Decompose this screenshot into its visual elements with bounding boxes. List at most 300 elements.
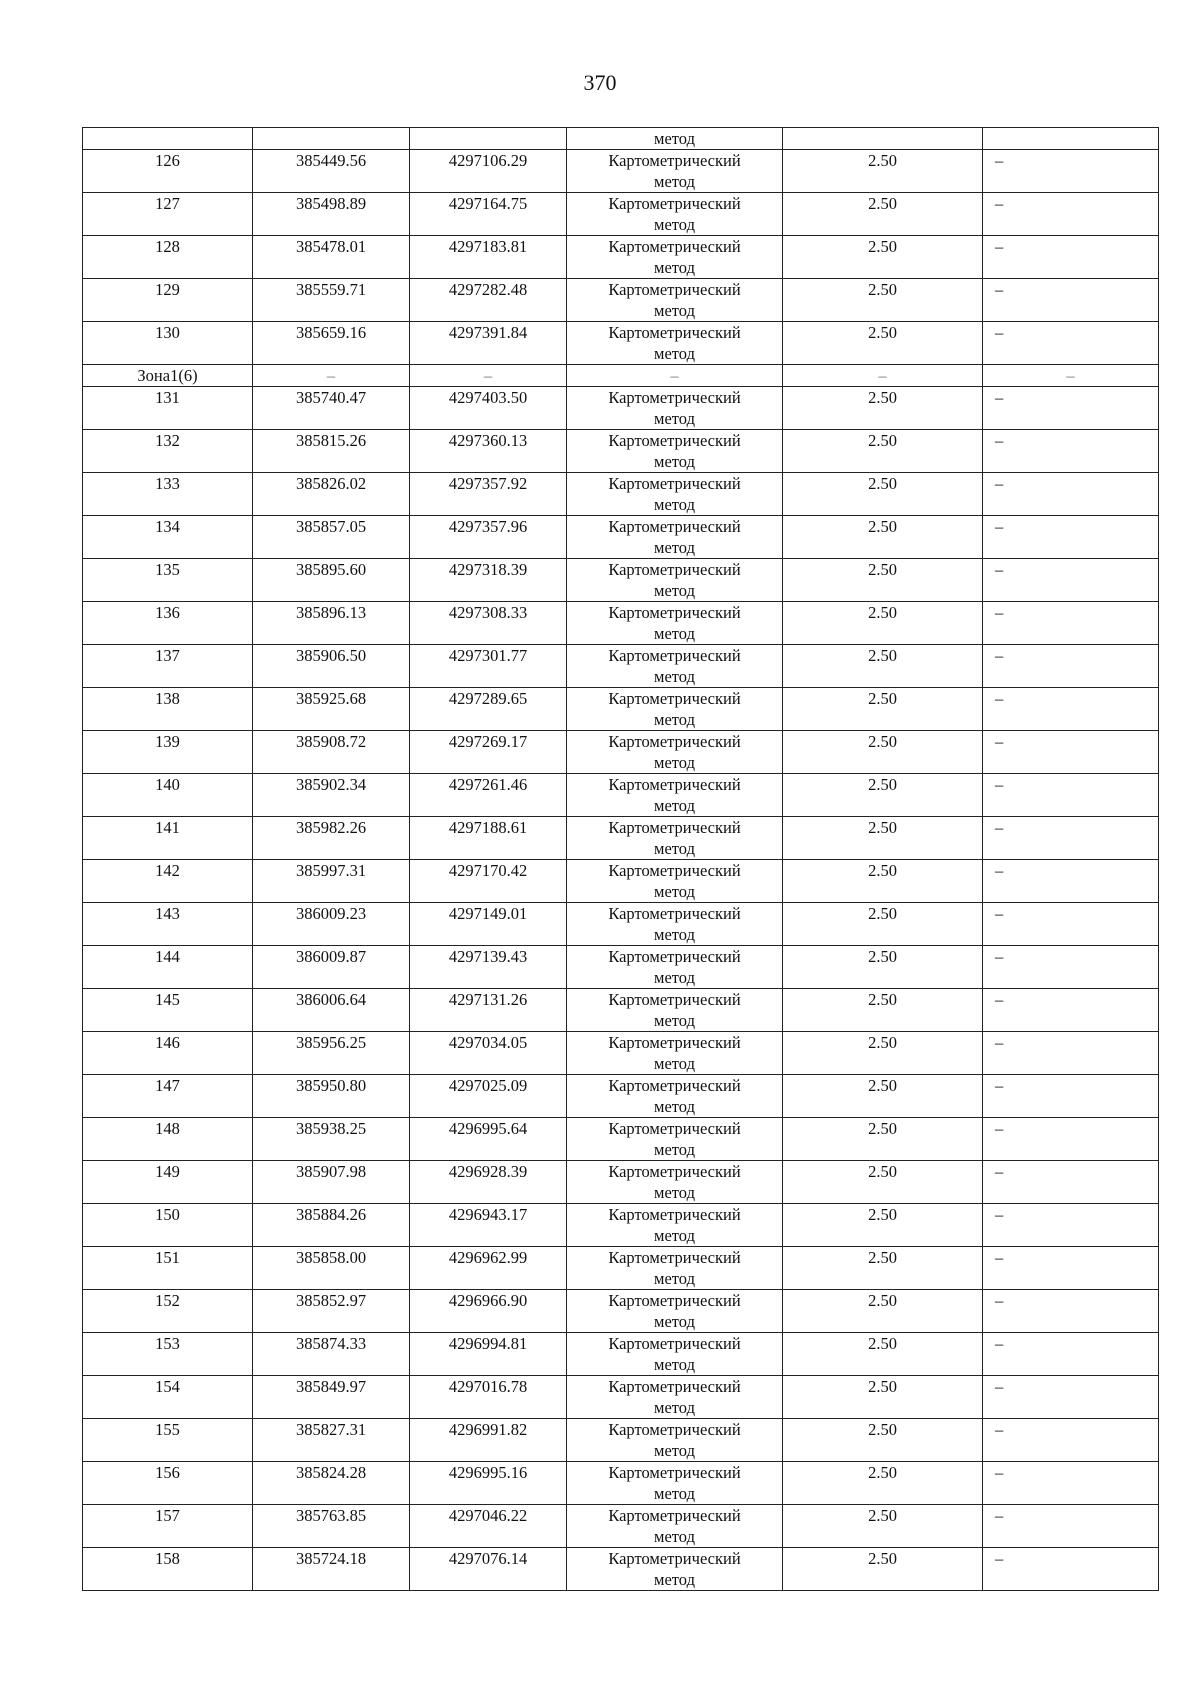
- cell-note: –: [983, 860, 1159, 903]
- method-line-1: Картометрический: [608, 194, 741, 213]
- cell-x: 386006.64: [253, 989, 410, 1032]
- cell-y: 4297046.22: [410, 1505, 567, 1548]
- cell-accuracy: 2.50: [783, 1204, 983, 1247]
- cell-y: 4297076.14: [410, 1548, 567, 1591]
- cell-x: 385884.26: [253, 1204, 410, 1247]
- table-row: [83, 731, 1159, 774]
- method-line-1: Картометрический: [608, 732, 741, 751]
- cell-x: 385449.56: [253, 150, 410, 193]
- cell-accuracy: 2.50: [783, 1032, 983, 1075]
- cell-accuracy: 2.50: [783, 473, 983, 516]
- method-line-1: Картометрический: [608, 1119, 741, 1138]
- cell-number: 132: [83, 430, 253, 473]
- cell-x: 385849.97: [253, 1376, 410, 1419]
- cell-x: 385982.26: [253, 817, 410, 860]
- table-row: [83, 774, 1159, 817]
- table-row: [83, 387, 1159, 430]
- cell-number: 136: [83, 602, 253, 645]
- method-line-1: Картометрический: [608, 1334, 741, 1353]
- method-line-1: Картометрический: [608, 818, 741, 837]
- cell-y: 4297188.61: [410, 817, 567, 860]
- cell-note: –: [983, 1161, 1159, 1204]
- cell-y: 4297183.81: [410, 236, 567, 279]
- cell-note: –: [983, 1333, 1159, 1376]
- coordinates-table: [82, 127, 1159, 1591]
- cell-note: –: [983, 903, 1159, 946]
- cell-note: [983, 128, 1159, 150]
- method-line-2: метод: [654, 1054, 695, 1073]
- cell-number: 140: [83, 774, 253, 817]
- cell-number: 147: [83, 1075, 253, 1118]
- cell-y: 4297025.09: [410, 1075, 567, 1118]
- cell-y: 4297289.65: [410, 688, 567, 731]
- cell-note: –: [983, 473, 1159, 516]
- cell-y: 4296962.99: [410, 1247, 567, 1290]
- cell-y: 4297016.78: [410, 1376, 567, 1419]
- table-row: [83, 903, 1159, 946]
- method-line-2: метод: [654, 1312, 695, 1331]
- cell-method: [567, 817, 783, 860]
- method-line-2: метод: [654, 172, 695, 191]
- cell-method: [567, 602, 783, 645]
- method-line-1: Картометрический: [608, 1420, 741, 1439]
- cell-method: [567, 236, 783, 279]
- method-line-1: Картометрический: [608, 1377, 741, 1396]
- cell-x: 385925.68: [253, 688, 410, 731]
- table-row: [83, 1204, 1159, 1247]
- method-line-1: Картометрический: [608, 1205, 741, 1224]
- cell-x: 385896.13: [253, 602, 410, 645]
- cell-accuracy: 2.50: [783, 516, 983, 559]
- cell-y: 4297282.48: [410, 279, 567, 322]
- cell-number: 143: [83, 903, 253, 946]
- table-row: [83, 236, 1159, 279]
- table-row: [83, 1032, 1159, 1075]
- cell-y: 4297308.33: [410, 602, 567, 645]
- method-line-2: метод: [654, 624, 695, 643]
- cell-number: Зона1(6): [83, 365, 253, 387]
- cell-method: [567, 731, 783, 774]
- cell-note: –: [983, 1204, 1159, 1247]
- cell-y: 4297034.05: [410, 1032, 567, 1075]
- cell-number: 130: [83, 322, 253, 365]
- cell-method: [567, 1419, 783, 1462]
- cell-number: 156: [83, 1462, 253, 1505]
- method-line-1: Картометрический: [608, 1033, 741, 1052]
- cell-method: [567, 1161, 783, 1204]
- cell-accuracy: 2.50: [783, 731, 983, 774]
- table-row: [83, 473, 1159, 516]
- cell-number: 128: [83, 236, 253, 279]
- cell-method: [567, 688, 783, 731]
- cell-note: –: [983, 817, 1159, 860]
- cell-x: 385874.33: [253, 1333, 410, 1376]
- cell-method: [567, 989, 783, 1032]
- cell-method: [567, 193, 783, 236]
- cell-number: 150: [83, 1204, 253, 1247]
- cell-number: 137: [83, 645, 253, 688]
- cell-y: 4297269.17: [410, 731, 567, 774]
- cell-number: 135: [83, 559, 253, 602]
- method-line-2: метод: [654, 667, 695, 686]
- cell-number: 148: [83, 1118, 253, 1161]
- cell-method: [567, 150, 783, 193]
- cell-accuracy: 2.50: [783, 903, 983, 946]
- table-row: [83, 322, 1159, 365]
- cell-number: 141: [83, 817, 253, 860]
- cell-note: –: [983, 387, 1159, 430]
- method-line-2: метод: [654, 344, 695, 363]
- cell-y: –: [410, 365, 567, 387]
- cell-x: 385498.89: [253, 193, 410, 236]
- cell-accuracy: 2.50: [783, 860, 983, 903]
- method-line-2: метод: [654, 839, 695, 858]
- cell-note: –: [983, 1462, 1159, 1505]
- cell-y: 4297403.50: [410, 387, 567, 430]
- cell-x: 385763.85: [253, 1505, 410, 1548]
- table-row: [83, 150, 1159, 193]
- method-line-1: Картометрический: [608, 861, 741, 880]
- cell-accuracy: 2.50: [783, 193, 983, 236]
- cell-note: –: [983, 193, 1159, 236]
- cell-accuracy: 2.50: [783, 1118, 983, 1161]
- cell-method: [567, 279, 783, 322]
- cell-number: 151: [83, 1247, 253, 1290]
- cell-note: –: [983, 559, 1159, 602]
- cell-note: –: [983, 946, 1159, 989]
- method-line-2: метод: [654, 1226, 695, 1245]
- cell-y: 4296943.17: [410, 1204, 567, 1247]
- method-line-2: метод: [654, 1441, 695, 1460]
- cell-number: [83, 128, 253, 150]
- cell-note: –: [983, 365, 1159, 387]
- cell-y: 4296966.90: [410, 1290, 567, 1333]
- cell-accuracy: 2.50: [783, 1376, 983, 1419]
- cell-method: [567, 1204, 783, 1247]
- method-line-2: метод: [654, 215, 695, 234]
- method-line-2: метод: [654, 1398, 695, 1417]
- cell-method: [567, 559, 783, 602]
- cell-note: –: [983, 1548, 1159, 1591]
- cell-x: 385908.72: [253, 731, 410, 774]
- cell-x: 385559.71: [253, 279, 410, 322]
- cell-x: 385956.25: [253, 1032, 410, 1075]
- cell-accuracy: 2.50: [783, 602, 983, 645]
- cell-accuracy: 2.50: [783, 1333, 983, 1376]
- cell-method: [567, 1290, 783, 1333]
- cell-note: –: [983, 688, 1159, 731]
- cell-number: 144: [83, 946, 253, 989]
- method-line-2: метод: [654, 1183, 695, 1202]
- method-line-1: Картометрический: [608, 1076, 741, 1095]
- table-row: [83, 1333, 1159, 1376]
- cell-method: [567, 1247, 783, 1290]
- cell-number: 146: [83, 1032, 253, 1075]
- cell-note: –: [983, 1118, 1159, 1161]
- cell-number: 153: [83, 1333, 253, 1376]
- table-row: [83, 602, 1159, 645]
- table-row: [83, 688, 1159, 731]
- method-line-1: Картометрический: [608, 151, 741, 170]
- cell-note: –: [983, 430, 1159, 473]
- cell-x: 385858.00: [253, 1247, 410, 1290]
- cell-accuracy: 2.50: [783, 236, 983, 279]
- cell-note: –: [983, 1505, 1159, 1548]
- cell-x: 385906.50: [253, 645, 410, 688]
- cell-y: 4297318.39: [410, 559, 567, 602]
- cell-number: 138: [83, 688, 253, 731]
- cell-y: 4297301.77: [410, 645, 567, 688]
- cell-x: 385824.28: [253, 1462, 410, 1505]
- method-line-2: метод: [654, 1269, 695, 1288]
- cell-note: –: [983, 602, 1159, 645]
- method-line-2: метод: [654, 1011, 695, 1030]
- method-line-2: метод: [654, 538, 695, 557]
- cell-number: 134: [83, 516, 253, 559]
- cell-accuracy: 2.50: [783, 150, 983, 193]
- cell-accuracy: 2.50: [783, 688, 983, 731]
- method-line-2: метод: [654, 796, 695, 815]
- cell-number: 158: [83, 1548, 253, 1591]
- table-row: [83, 989, 1159, 1032]
- cell-number: 139: [83, 731, 253, 774]
- cell-accuracy: 2.50: [783, 1462, 983, 1505]
- cell-accuracy: 2.50: [783, 989, 983, 1032]
- cell-note: –: [983, 1290, 1159, 1333]
- table-row: [83, 1419, 1159, 1462]
- method-line-2: метод: [654, 409, 695, 428]
- cell-y: 4297164.75: [410, 193, 567, 236]
- cell-method: [567, 946, 783, 989]
- method-line-1: Картометрический: [608, 1291, 741, 1310]
- cell-method: [567, 645, 783, 688]
- cell-accuracy: [783, 128, 983, 150]
- cell-x: 385815.26: [253, 430, 410, 473]
- cell-number: 142: [83, 860, 253, 903]
- cell-x: 385852.97: [253, 1290, 410, 1333]
- cell-accuracy: 2.50: [783, 1419, 983, 1462]
- table-row: [83, 1548, 1159, 1591]
- cell-number: 145: [83, 989, 253, 1032]
- cell-y: 4297106.29: [410, 150, 567, 193]
- cell-y: 4297139.43: [410, 946, 567, 989]
- cell-number: 155: [83, 1419, 253, 1462]
- cell-note: –: [983, 1376, 1159, 1419]
- cell-accuracy: 2.50: [783, 774, 983, 817]
- method-line-1: Картометрический: [608, 689, 741, 708]
- method-line-1: Картометрический: [608, 775, 741, 794]
- method-line-1: Картометрический: [608, 1549, 741, 1568]
- cell-note: –: [983, 645, 1159, 688]
- cell-method: [567, 1032, 783, 1075]
- table-row: [83, 559, 1159, 602]
- cell-number: 129: [83, 279, 253, 322]
- method-line-1: Картометрический: [608, 560, 741, 579]
- cell-number: 133: [83, 473, 253, 516]
- method-line-1: Картометрический: [608, 1248, 741, 1267]
- cell-method: [567, 774, 783, 817]
- cell-x: 385938.25: [253, 1118, 410, 1161]
- cell-method: [567, 1548, 783, 1591]
- cell-number: 127: [83, 193, 253, 236]
- table-row: [83, 516, 1159, 559]
- cell-method: [567, 473, 783, 516]
- method-line-1: Картометрический: [608, 323, 741, 342]
- cell-number: 152: [83, 1290, 253, 1333]
- cell-accuracy: 2.50: [783, 387, 983, 430]
- method-line-1: Картометрический: [608, 474, 741, 493]
- method-line-1: Картометрический: [608, 947, 741, 966]
- cell-note: –: [983, 1032, 1159, 1075]
- cell-number: 126: [83, 150, 253, 193]
- cell-accuracy: 2.50: [783, 1548, 983, 1591]
- method-line-1: Картометрический: [608, 431, 741, 450]
- method-line-2: метод: [654, 301, 695, 320]
- cell-x: 386009.23: [253, 903, 410, 946]
- cell-x: 385826.02: [253, 473, 410, 516]
- table-row: [83, 1075, 1159, 1118]
- cell-method: –: [567, 365, 783, 387]
- cell-accuracy: 2.50: [783, 1247, 983, 1290]
- method-line-2: метод: [654, 1484, 695, 1503]
- cell-accuracy: 2.50: [783, 817, 983, 860]
- method-line-2: метод: [654, 1570, 695, 1589]
- cell-number: 157: [83, 1505, 253, 1548]
- cell-note: –: [983, 774, 1159, 817]
- method-line-2: метод: [654, 882, 695, 901]
- cell-note: –: [983, 1075, 1159, 1118]
- cell-number: 154: [83, 1376, 253, 1419]
- cell-x: 385827.31: [253, 1419, 410, 1462]
- cell-note: –: [983, 236, 1159, 279]
- method-line-2: метод: [654, 581, 695, 600]
- cell-y: 4297357.96: [410, 516, 567, 559]
- table-row: [83, 1505, 1159, 1548]
- cell-y: 4296928.39: [410, 1161, 567, 1204]
- cell-method: [567, 430, 783, 473]
- cell-number: 131: [83, 387, 253, 430]
- cell-method: [567, 903, 783, 946]
- method-line-1: Картометрический: [608, 388, 741, 407]
- table-row: [83, 1462, 1159, 1505]
- cell-y: 4297131.26: [410, 989, 567, 1032]
- cell-x: [253, 128, 410, 150]
- cell-y: [410, 128, 567, 150]
- method-line-2: метод: [654, 258, 695, 277]
- cell-method: [567, 860, 783, 903]
- method-line-1: Картометрический: [608, 1162, 741, 1181]
- method-line-1: Картометрический: [608, 646, 741, 665]
- cell-accuracy: 2.50: [783, 1075, 983, 1118]
- table-body: [83, 128, 1159, 1591]
- cell-x: 385902.34: [253, 774, 410, 817]
- cell-method: [567, 1333, 783, 1376]
- cell-note: –: [983, 1247, 1159, 1290]
- table-row: [83, 1118, 1159, 1161]
- cell-accuracy: 2.50: [783, 1505, 983, 1548]
- cell-y: 4296995.64: [410, 1118, 567, 1161]
- cell-accuracy: 2.50: [783, 946, 983, 989]
- cell-y: 4297149.01: [410, 903, 567, 946]
- table-row: [83, 1247, 1159, 1290]
- cell-note: –: [983, 516, 1159, 559]
- method-line-2: метод: [654, 710, 695, 729]
- cell-note: –: [983, 1419, 1159, 1462]
- cell-x: 385950.80: [253, 1075, 410, 1118]
- method-line-2: метод: [654, 1097, 695, 1116]
- cell-note: –: [983, 322, 1159, 365]
- method-line-2: метод: [654, 1355, 695, 1374]
- cell-accuracy: 2.50: [783, 1290, 983, 1333]
- cell-x: 385478.01: [253, 236, 410, 279]
- method-line-1: Картометрический: [608, 1463, 741, 1482]
- method-line-1: Картометрический: [608, 603, 741, 622]
- cell-x: 385997.31: [253, 860, 410, 903]
- table-row: [83, 946, 1159, 989]
- method-line-1: Картометрический: [608, 280, 741, 299]
- table-row: [83, 860, 1159, 903]
- cell-accuracy: 2.50: [783, 279, 983, 322]
- cell-method: метод: [567, 128, 783, 150]
- cell-note: –: [983, 279, 1159, 322]
- cell-accuracy: 2.50: [783, 430, 983, 473]
- method-line-1: Картометрический: [608, 517, 741, 536]
- cell-x: 386009.87: [253, 946, 410, 989]
- cell-y: 4296991.82: [410, 1419, 567, 1462]
- cell-number: 149: [83, 1161, 253, 1204]
- cell-x: –: [253, 365, 410, 387]
- method-line-2: метод: [654, 452, 695, 471]
- table-row: [83, 279, 1159, 322]
- cell-method: [567, 1075, 783, 1118]
- cell-accuracy: 2.50: [783, 1161, 983, 1204]
- method-line-2: метод: [654, 925, 695, 944]
- cell-y: 4297360.13: [410, 430, 567, 473]
- cell-y: 4297357.92: [410, 473, 567, 516]
- method-line-1: Картометрический: [608, 1506, 741, 1525]
- continuation-row: [83, 128, 1159, 150]
- cell-method: [567, 1505, 783, 1548]
- cell-note: –: [983, 150, 1159, 193]
- table-row: [83, 1161, 1159, 1204]
- table-row: [83, 645, 1159, 688]
- cell-x: 385907.98: [253, 1161, 410, 1204]
- cell-accuracy: 2.50: [783, 645, 983, 688]
- cell-method: [567, 516, 783, 559]
- page-number: 370: [583, 70, 617, 95]
- cell-method: [567, 322, 783, 365]
- method-line-2: метод: [654, 495, 695, 514]
- cell-y: 4296995.16: [410, 1462, 567, 1505]
- cell-y: 4297170.42: [410, 860, 567, 903]
- cell-y: 4297391.84: [410, 322, 567, 365]
- cell-note: –: [983, 731, 1159, 774]
- table-row: [83, 430, 1159, 473]
- method-line-2: метод: [654, 968, 695, 987]
- table-row: [83, 193, 1159, 236]
- method-line-1: Картометрический: [608, 990, 741, 1009]
- table-row: [83, 817, 1159, 860]
- cell-y: 4296994.81: [410, 1333, 567, 1376]
- cell-x: 385740.47: [253, 387, 410, 430]
- cell-x: 385857.05: [253, 516, 410, 559]
- cell-method: [567, 387, 783, 430]
- cell-accuracy: 2.50: [783, 559, 983, 602]
- method-line-1: Картометрический: [608, 904, 741, 923]
- cell-method: [567, 1462, 783, 1505]
- cell-y: 4297261.46: [410, 774, 567, 817]
- cell-method: [567, 1376, 783, 1419]
